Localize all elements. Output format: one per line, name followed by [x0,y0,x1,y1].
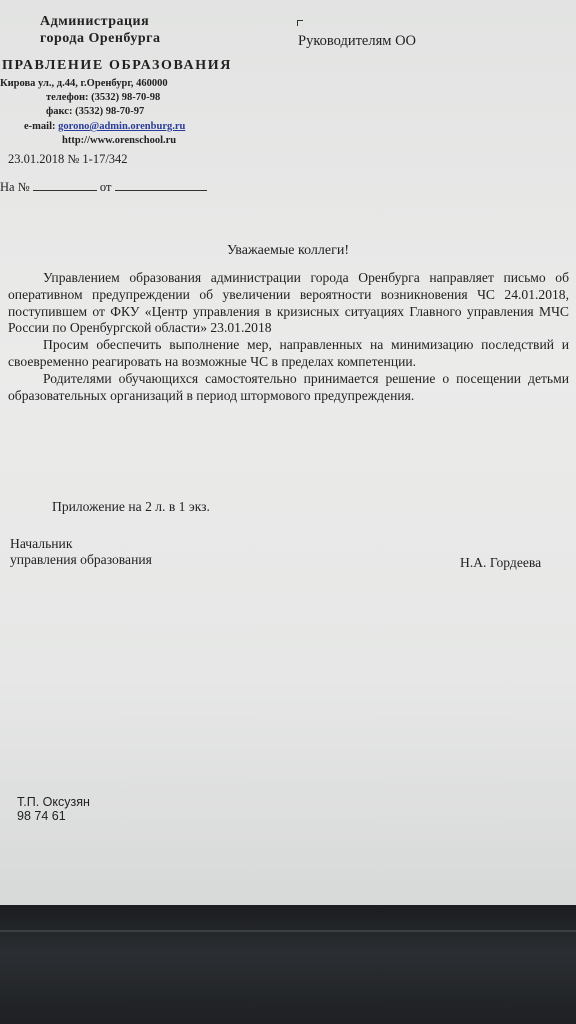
letterhead-website[interactable]: http://www.orenschool.ru [62,135,177,146]
document-number: 23.01.2018 № 1-17/342 [8,152,128,166]
signatory-name: Н.А. Гордеева [460,555,542,570]
reference-date-blank [115,178,207,191]
reference-number-blank [33,178,97,191]
signatory-title-line2: управления образования [10,552,152,567]
reference-from: от [99,180,112,194]
executor-phone: 98 74 61 [17,809,66,823]
body-paragraph-3: Родителями обучающихся самостоятельно принимается решение о посещении детьми образовательных организаций в период штормового предупреждения. [8,370,569,403]
executor-name: Т.П. Оксузян [17,795,90,809]
email-label: e-mail: [24,121,59,132]
letterhead-department: ПРАВЛЕНИЕ ОБРАЗОВАНИЯ [2,58,232,73]
letterhead-city: города Оренбурга [40,31,161,46]
letterhead-phone: телефон: (3532) 98-70-98 [46,92,161,103]
email-link[interactable]: gorono@admin.orenburg.ru [58,121,186,132]
letterhead-fax: факс: (3532) 98-70-97 [46,106,145,117]
reference-prefix: На № [0,180,30,194]
letterhead-email [24,121,185,132]
letterhead-admin: Администрация [40,14,150,29]
body-paragraph-1: Управлением образования администрации города Оренбурга направляет письмо об оперативном предупреждении об увеличении вероятности возникновения ЧС 24.01.2018, поступившем от ФКУ «Центр управления в кризисных ситуациях Главного управления МЧС России по Оренбургской области» 23.01.2018 [8,270,569,336]
reference-line [0,178,207,195]
letter-body [8,270,569,404]
letterhead-address: Кирова ул., д.44, г.Оренбург, 460000 [0,78,168,89]
monitor-bezel [0,905,576,1024]
address-corner-mark [297,20,303,26]
signatory-title-line1: Начальник [10,536,73,551]
body-paragraph-2: Просим обеспечить выполнение мер, направленных на минимизацию последствий и своевременно реагировать на возможные ЧС в пределах компетенции. [8,337,569,369]
addressee: Руководителям ОО [298,33,417,49]
greeting: Уважаемые коллеги! [226,243,350,258]
attachment-note: Приложение на 2 л. в 1 экз. [52,499,210,514]
bezel-edge [0,930,576,932]
